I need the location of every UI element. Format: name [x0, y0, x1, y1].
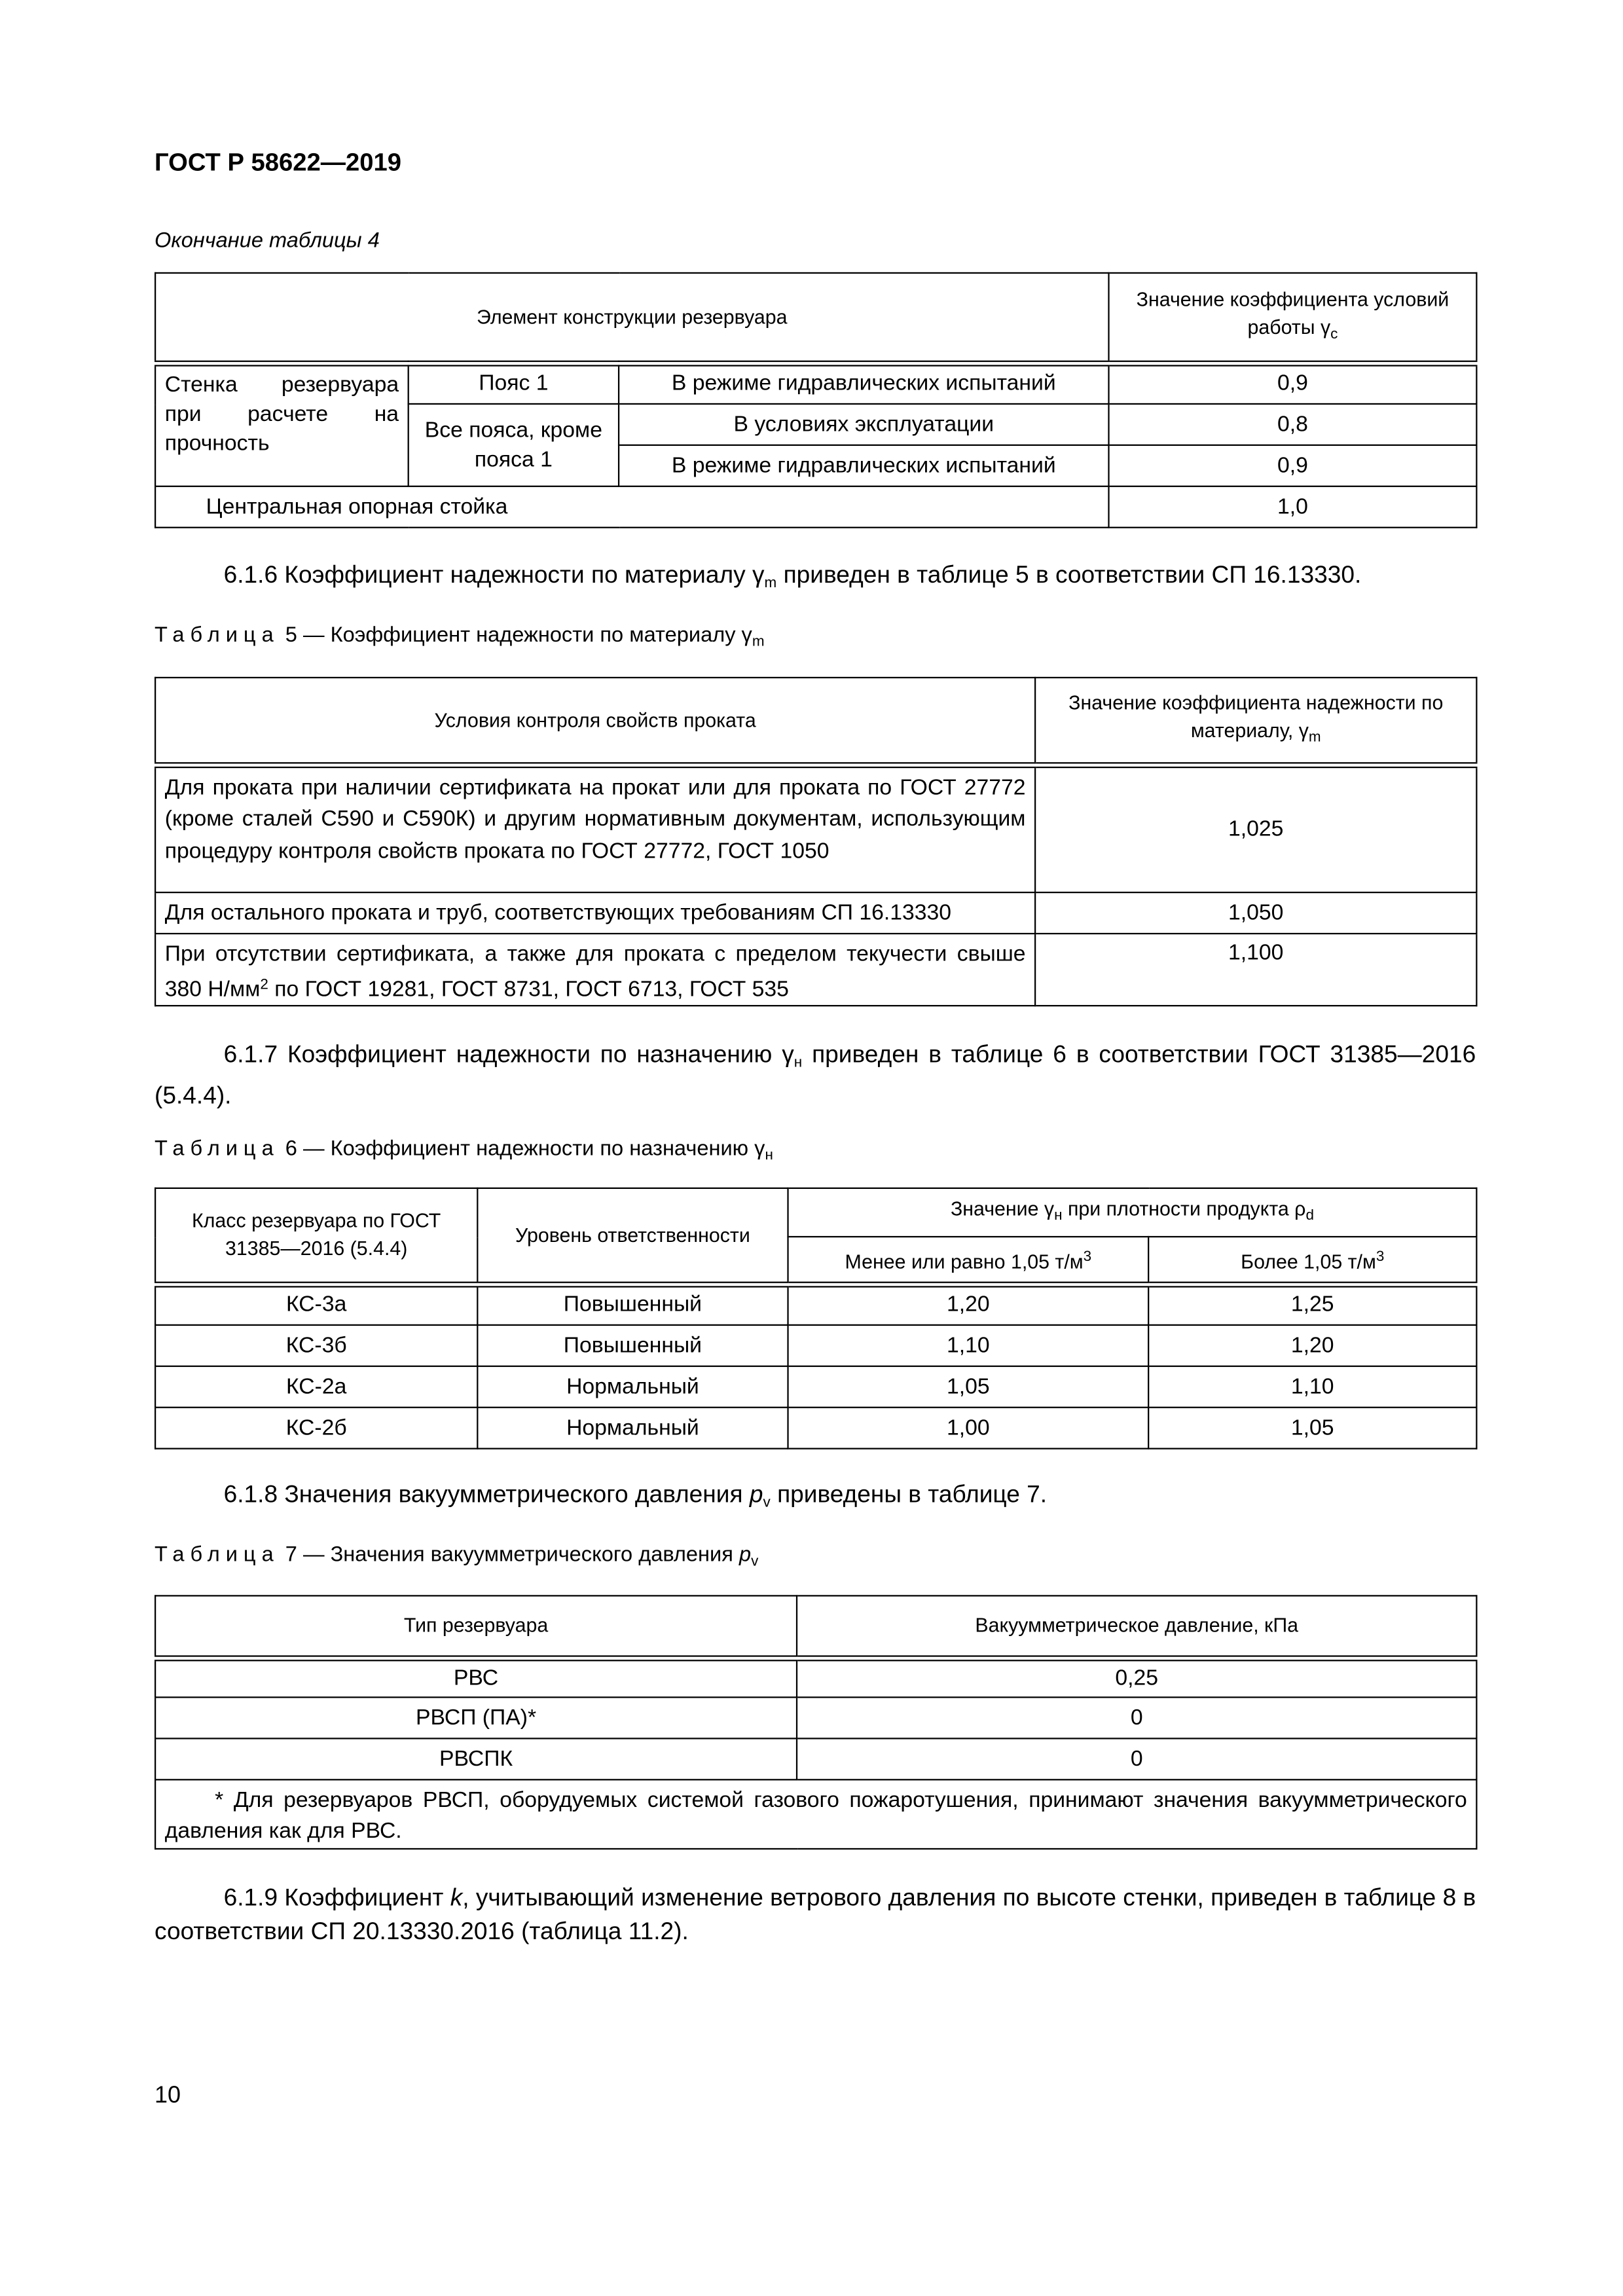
table-6: [155, 1188, 1478, 1449]
table6-v2: 1,10: [1148, 1366, 1476, 1408]
table6-v2: 1,20: [1148, 1325, 1476, 1366]
table4-value: 0,9: [1109, 445, 1477, 486]
table7-value: 0: [797, 1697, 1476, 1738]
table7-type: РВСП (ПА)*: [155, 1697, 797, 1738]
paragraph-6-1-7: 6.1.7 Коэффициент надежности по назначению $\gamma_н$ приведен в таблице 6 в соответствии ГОСТ 31385—2016 (5.4.4).: [154, 1042, 1476, 1110]
table6-header-gt: Более 1,05 $т/м^3$: [1148, 1237, 1476, 1284]
table5-value: 1,100: [1035, 934, 1476, 1006]
table5-condition: При отсутствии сертификата, а также для проката с пределом текучести свыше 380 $Н/мм^2$ по ГОСТ 19281, ГОСТ 8731, ГОСТ 6713, ГОСТ 535: [155, 934, 1035, 1006]
table5-caption: Таблица 5 — Коэффициент надежности по материалу $\gamma_m$: [154, 623, 765, 651]
table6-v1: 1,00: [788, 1408, 1149, 1449]
table7-header-pressure: Вакуумметрическое давление, кПа: [797, 1595, 1476, 1657]
table4-last-value: 1,0: [1109, 486, 1477, 528]
table6-caption: Таблица 6 — Коэффициент надежности по назначению $\gamma_н$: [154, 1137, 773, 1164]
table6-level: Повышенный: [477, 1325, 788, 1366]
table7-value: 0,25: [797, 1658, 1476, 1698]
table5-condition: Для проката при наличии сертификата на прокат или для проката по ГОСТ 27772 (кроме сталей С590 и С590К) и другим нормативным документам, использующим процедуру контроля свойств проката по ГОСТ 27772, ГОСТ 1050: [155, 765, 1035, 893]
table5-value: 1,050: [1035, 892, 1476, 934]
table7-note: * Для резервуаров РВСП, оборудуемых системой газового пожаротушения, принимают значения вакуумметрического давления как для РВС.: [155, 1779, 1476, 1849]
table4-header-value: Значение коэффициента условий работы $\gamma_c$: [1109, 273, 1477, 363]
table7-value: 0: [797, 1738, 1476, 1779]
table4-header-element: Элемент конструкции резервуара: [155, 273, 1108, 363]
table5-header-conditions: Условия контроля свойств проката: [155, 678, 1035, 765]
table6-class: КС-2а: [155, 1366, 477, 1408]
table7-header-type: Тип резервуара: [155, 1595, 797, 1657]
table5-condition: Для остального проката и труб, соответствующих требованиям СП 16.13330: [155, 892, 1035, 934]
table-4: [155, 272, 1478, 528]
table6-v1: 1,10: [788, 1325, 1149, 1366]
paragraph-6-1-6: 6.1.6 Коэффициент надежности по материалу $\gamma_m$ приведен в таблице 5 в соответствии СП 16.13330.: [223, 562, 1362, 592]
table6-header-le: Менее или равно 1,05 $т/м^3$: [788, 1237, 1149, 1284]
table6-v1: 1,05: [788, 1366, 1149, 1408]
table7-type: РВС: [155, 1658, 797, 1698]
table6-v2: 1,25: [1148, 1284, 1476, 1325]
table4-last-label: Центральная опорная стойка: [155, 486, 1108, 528]
table6-class: КС-2б: [155, 1408, 477, 1449]
table-5: [155, 677, 1478, 1006]
table7-type: РВСПК: [155, 1738, 797, 1779]
table4-mode: В режиме гидравлических испытаний: [619, 445, 1108, 486]
document-header: ГОСТ Р 58622—2019: [154, 148, 402, 177]
table5-header-value: Значение коэффициента надежности по материалу, $\gamma_m$: [1035, 678, 1476, 765]
table6-level: Нормальный: [477, 1408, 788, 1449]
table6-level: Нормальный: [477, 1366, 788, 1408]
table6-class: КС-3б: [155, 1325, 477, 1366]
table5-value: 1,025: [1035, 765, 1476, 893]
table4-belt: Пояс 1: [409, 363, 619, 404]
table6-header-level: Уровень ответственности: [477, 1188, 788, 1284]
table4-mode: В условиях эксплуатации: [619, 404, 1108, 445]
table6-level: Повышенный: [477, 1284, 788, 1325]
table4-group: Стенка резервуара при расчете на прочность: [155, 363, 409, 486]
table6-header-value: Значение $\gamma_н$ при плотности продукта $\rho_d$: [788, 1188, 1477, 1237]
table7-caption: Таблица 7 — Значения вакуумметрического давления $p_v$: [154, 1543, 759, 1571]
paragraph-6-1-9: 6.1.9 Коэффициент k, учитывающий изменение ветрового давления по высоте стенки, приведен в таблице 8 в соответствии СП 20.13330.2016 (таблица 11.2).: [154, 1885, 1476, 1946]
table4-value: 0,8: [1109, 404, 1477, 445]
paragraph-6-1-8: 6.1.8 Значения вакуумметрического давления $p_v$ приведены в таблице 7.: [223, 1482, 1048, 1512]
table4-value: 0,9: [1109, 363, 1477, 404]
table4-continuation: Окончание таблицы 4: [154, 229, 380, 253]
table6-v2: 1,05: [1148, 1408, 1476, 1449]
page-number: 10: [154, 2083, 181, 2109]
table4-mode: В режиме гидравлических испытаний: [619, 363, 1108, 404]
table-7: [155, 1595, 1478, 1850]
table6-header-class: Класс резервуара по ГОСТ 31385—2016 (5.4.4): [155, 1188, 477, 1284]
table6-class: КС-3а: [155, 1284, 477, 1325]
table6-v1: 1,20: [788, 1284, 1149, 1325]
table4-belt: Все пояса, кроме пояса 1: [409, 404, 619, 486]
